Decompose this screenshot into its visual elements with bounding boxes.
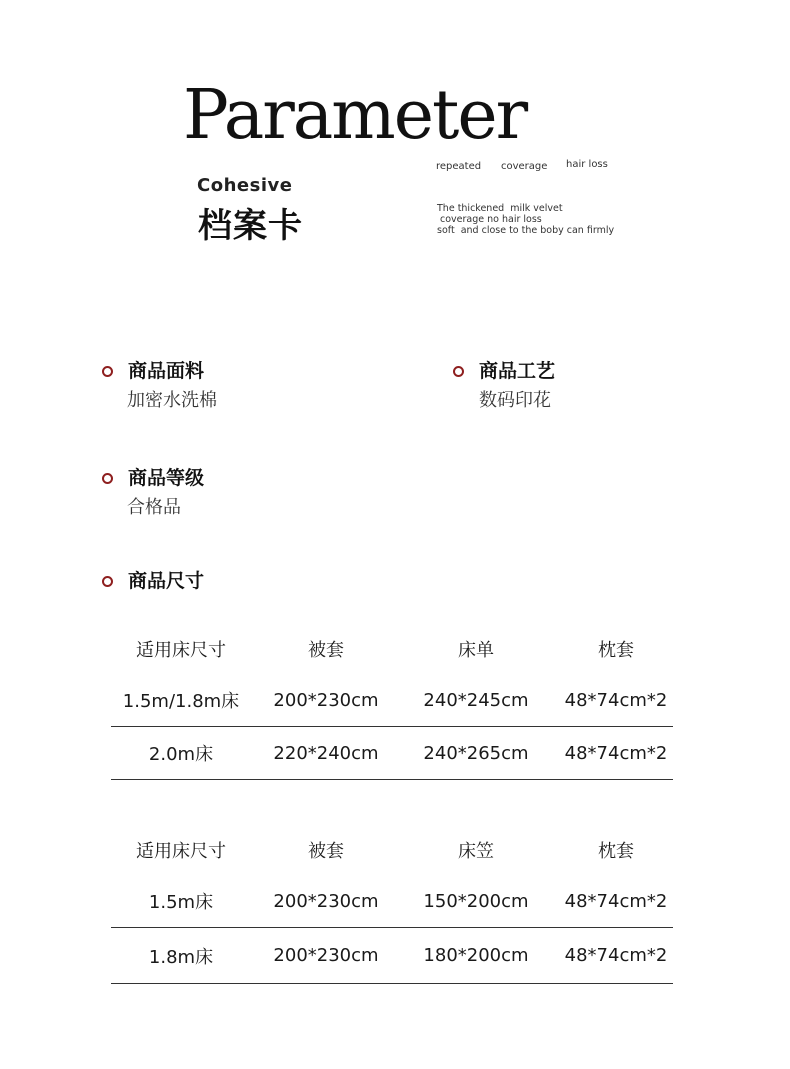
table-cell: 1.5m床 — [148, 892, 214, 913]
size-label: 商品尺寸 — [128, 570, 205, 592]
table-row — [111, 674, 673, 727]
table-row — [111, 928, 673, 984]
table-cell: 220*240cm — [273, 742, 379, 764]
craft-value: 数码印花 — [479, 390, 551, 411]
table-cell: 240*265cm — [423, 742, 529, 764]
subtitle-english: Cohesive — [197, 175, 293, 196]
table-header-row — [111, 825, 673, 875]
table-row — [111, 875, 673, 928]
table-cell: 240*245cm — [423, 689, 529, 711]
table-cell: 2.0m床 — [148, 744, 214, 765]
table-header-row — [111, 624, 673, 674]
table-cell: 48*74cm*2 — [564, 890, 668, 912]
table-cell: 200*230cm — [273, 890, 379, 912]
grade-value: 合格品 — [127, 497, 181, 518]
table-cell: 1.5m/1.8m床 — [122, 691, 240, 712]
table-cell: 200*230cm — [273, 945, 379, 966]
bullet-icon — [102, 366, 113, 377]
table-cell: 200*230cm — [273, 689, 379, 711]
header-cell-pillowcase: 枕套 — [598, 841, 634, 862]
bullet-icon — [102, 576, 113, 587]
table-cell: 1.8m床 — [148, 946, 214, 968]
craft-label: 商品工艺 — [479, 360, 556, 382]
tag-coverage: coverage — [501, 161, 548, 172]
bullet-icon — [453, 366, 464, 377]
table-cell: 48*74cm*2 — [564, 945, 668, 966]
header-cell-pillowcase: 枕套 — [598, 640, 634, 661]
table-cell: 150*200cm — [423, 890, 529, 912]
product-description: The thickened milk velvet coverage no hair loss soft and close to the boby can firmly — [437, 203, 615, 236]
tag-hair-loss: hair loss — [566, 159, 608, 170]
header-cell-duvet-cover: 被套 — [308, 841, 344, 862]
table-cell: 48*74cm*2 — [564, 689, 668, 711]
header-cell-bed-size: 适用床尺寸 — [136, 640, 226, 661]
table-row — [111, 727, 673, 780]
header-cell-fitted-sheet: 床笠 — [458, 841, 494, 862]
size-table-2 — [111, 825, 673, 984]
header-cell-bed-size: 适用床尺寸 — [136, 841, 226, 862]
header-cell-duvet-cover: 被套 — [308, 640, 344, 661]
grade-label: 商品等级 — [128, 467, 205, 489]
tag-repeated: repeated — [436, 161, 482, 172]
subtitle-chinese: 档案卡 — [198, 206, 303, 246]
fabric-label: 商品面料 — [128, 360, 205, 382]
page-title: Parameter — [183, 76, 527, 155]
table-cell: 180*200cm — [423, 945, 529, 966]
table-cell: 48*74cm*2 — [564, 742, 668, 764]
header-cell-sheet: 床单 — [458, 640, 494, 661]
bullet-icon — [102, 473, 113, 484]
fabric-value: 加密水洗棉 — [127, 390, 217, 411]
size-table-1 — [111, 624, 673, 780]
